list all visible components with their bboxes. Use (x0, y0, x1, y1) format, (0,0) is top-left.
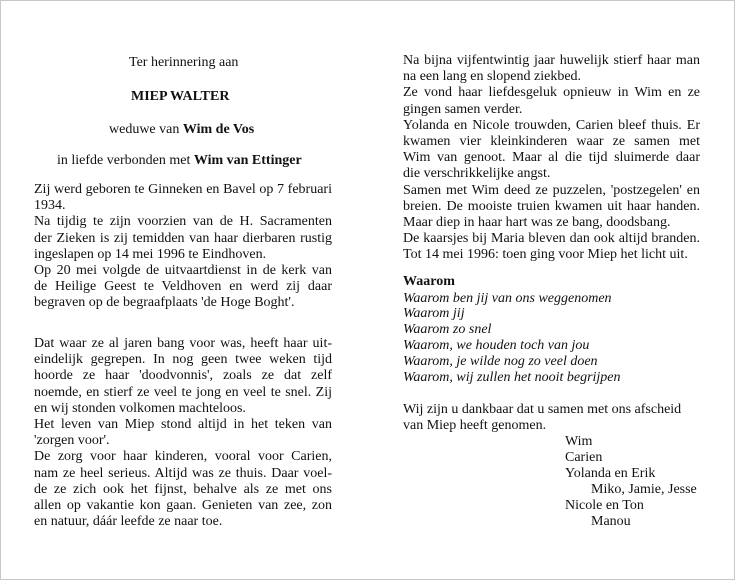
signature-carien: Carien (565, 450, 603, 465)
paragraph-line: de Heilige Geest te Veldhoven en werd zij daar (34, 279, 332, 295)
paragraph-line: Yolanda en Nicole trouwden, Carien bleef thuis. Er (403, 117, 700, 133)
in-memory-line: Ter herinnering aan (129, 55, 239, 70)
paragraph-line: Op 20 mei volgde de uitvaartdienst in de kerk van (34, 263, 332, 279)
paragraph-line: en wij stonden volkomen machteloos. (34, 400, 246, 416)
paragraph-line: Na bijna vijfentwintig jaar huwelijk stierf haar man (403, 53, 700, 68)
signature-yolanda-children: Miko, Jamie, Jesse (591, 482, 697, 497)
paragraph-line: De zorg voor haar kinderen, vooral voor Carien, (34, 449, 332, 465)
poem-line: Waarom jij (403, 306, 465, 321)
paragraph-line: na een lang en slopend ziekbed. (403, 69, 582, 85)
paragraph-line: Na tijdig te zijn voorzien van de H. Sacramenten (34, 214, 332, 230)
paragraph-line: de ze zich ook het fijnst, behalve als ze met ons (34, 481, 332, 497)
poem-line: Waarom zo snel (403, 322, 492, 337)
paragraph-line: Zij werd geboren te Ginneken en Bavel op 7 februari (34, 182, 332, 197)
thanks-line: van Miep heeft genomen. (403, 418, 547, 433)
paragraph-line: allen op vakantie kon gaan. Genieten van zee, zon (34, 498, 332, 514)
deceased-name: MIEP WALTER (131, 89, 230, 104)
paragraph-line: Maar diep in haar hart was ze bang, doodsbang. (403, 215, 671, 231)
paragraph-line: Samen met Wim deed ze puzzelen, 'postzegelen' en (403, 182, 700, 198)
signature-wim: Wim (565, 434, 593, 449)
poem-line: Waarom, je wilde nog zo veel doen (403, 354, 598, 369)
widow-of-name: Wim de Vos (182, 122, 255, 137)
paragraph-line: eindelijk gegrepen. In nog geen twee weken tijd (34, 352, 332, 368)
poem-line: Waarom, we houden toch van jou (403, 338, 590, 353)
paragraph-line: begraven op de begraafplaats 'de Hoge Boght'. (34, 295, 295, 311)
poem-title: Waarom (403, 274, 455, 289)
paragraph-line: nam ze heel serieus. Altijd was ze thuis. Daar voel- (34, 465, 332, 481)
paragraph-line: 'zorgen voor'. (34, 433, 110, 449)
paragraph-line: noemde, en stierf ze veel te jong en veel te snel. Zij (34, 384, 332, 400)
marriage-paragraph (403, 53, 700, 264)
signature-nicole: Nicole en Ton (565, 498, 644, 513)
bonded-line (57, 153, 302, 169)
poem-line: Waarom, wij zullen het nooit begrijpen (403, 370, 621, 385)
life-paragraph (34, 336, 332, 530)
widow-prefix: weduwe van (109, 122, 180, 137)
signature-yolanda: Yolanda en Erik (565, 466, 656, 481)
paragraph-line: kwamen vier kleinkinderen waar ze samen met (403, 134, 700, 150)
paragraph-line: die verschrikkelijke angst. (403, 166, 551, 182)
paragraph-line: Wim van genoot. Maar al die tijd sluimerde daar (403, 150, 700, 166)
paragraph-line: De kaarsjes bij Maria bleven dan ook altijd branden. (403, 231, 700, 247)
right-page (368, 0, 735, 580)
signature-nicole-children: Manou (591, 514, 631, 529)
bonded-prefix: in liefde verbonden met (57, 153, 191, 168)
birth-death-paragraph (34, 182, 332, 312)
poem-line: Waarom ben jij van ons weggenomen (403, 291, 612, 306)
paragraph-line: Dat waar ze al jaren bang voor was, heeft haar uit- (34, 336, 332, 351)
paragraph-line: der Zieken is zij temidden van haar dierbaren rustig (34, 230, 332, 246)
paragraph-line: gingen samen verder. (403, 101, 523, 117)
paragraph-line: Tot 14 mei 1996: toen ging voor Miep het licht uit. (403, 247, 688, 263)
paragraph-line: 1934. (34, 198, 66, 214)
paragraph-line: breien. De mooiste truien kwamen uit haar handen. (403, 198, 700, 214)
paragraph-line: ingeslapen op 14 mei 1996 te Eindhoven. (34, 246, 267, 262)
paragraph-line: Ze vond haar liefdesgeluk opnieuw in Wim en ze (403, 85, 700, 101)
bonded-with-name: Wim van Ettinger (193, 153, 302, 168)
paragraph-line: Het leven van Miep stond altijd in het teken van (34, 417, 332, 433)
thanks-line: Wij zijn u dankbaar dat u samen met ons afscheid (403, 402, 682, 417)
widow-line (109, 122, 254, 138)
paragraph-line: en natuur, dáár leefde ze naar toe. (34, 514, 223, 530)
paragraph-line: hoorde ze haar 'doodvonnis', zoals ze dat zelf (34, 368, 332, 384)
